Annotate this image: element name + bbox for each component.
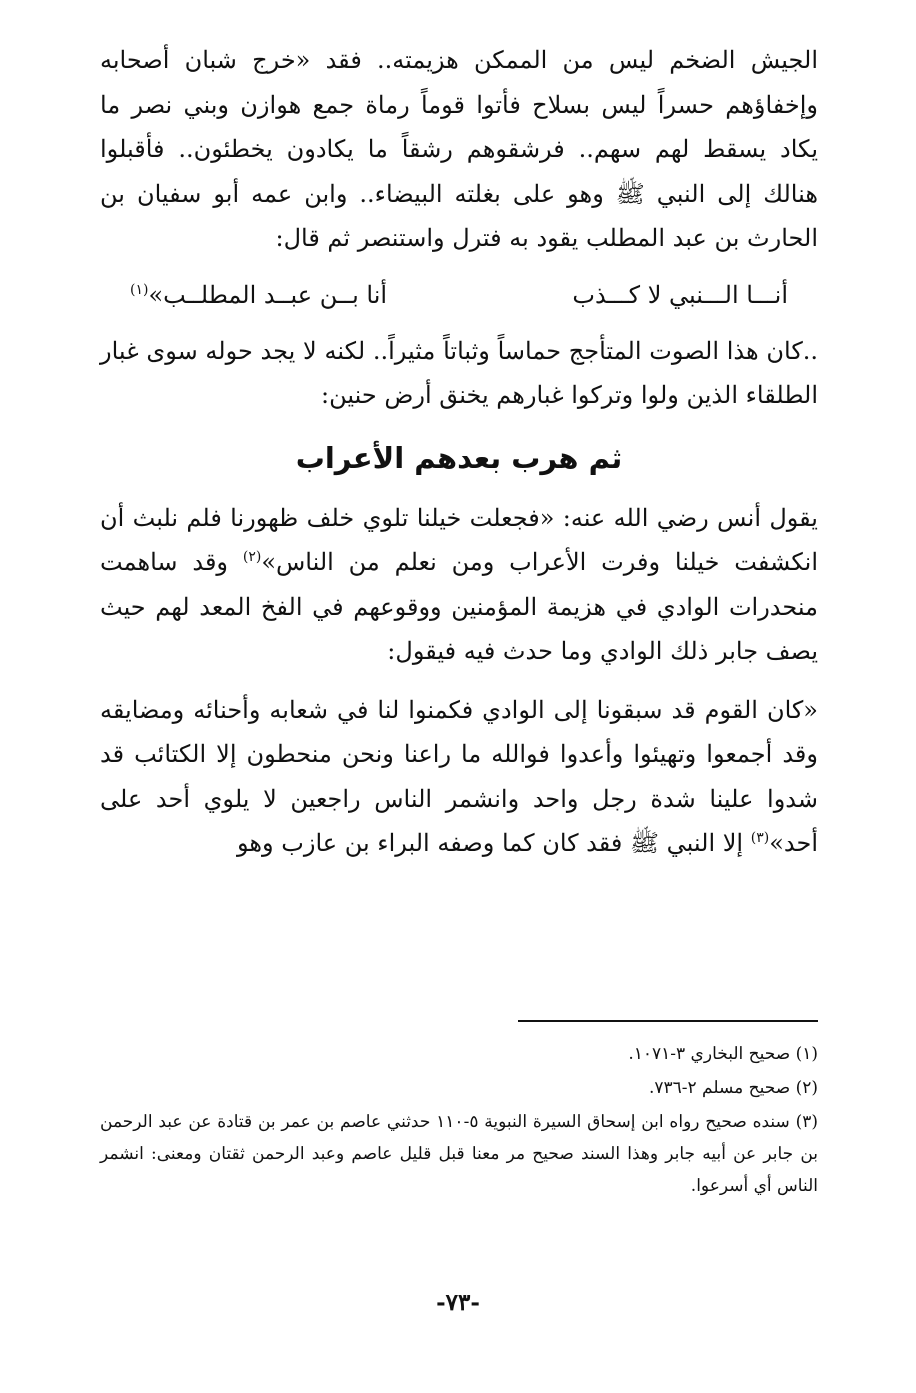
verse-text-left: أنا بــن عبــد المطلــب»	[148, 280, 388, 309]
footnote-divider	[518, 1020, 818, 1022]
paragraph-3-part-b: وقد ساهمت منحدرات الوادي في هزيمة المؤمنين ووقوعهم في الفخ المعد لهم حيث يصف جابر ذلك الوادي وما حدث فيه فيقول:	[100, 548, 818, 665]
paragraph-2: ..كان هذا الصوت المتأجج حماساً وثباتاً مثيراً.. لكنه لا يجد حوله سوى غبار الطلقاء الذين ولوا وتركوا غبارهم يخنق أرض حنين:	[100, 336, 818, 409]
paragraph-4-part-b: إلا النبي ﷺ فقد كان كما وصفه البراء بن عازب وهو	[237, 829, 751, 857]
paragraph-4-part-a: «كان القوم قد سبقونا إلى الوادي فكمنوا لنا في شعابه وأحنائه ومضايقه وقد أجمعوا وتهيئوا وأعدوا فوالله ما راعنا ونحن منحطون إلا الكتائب قد شدوا علينا شدة رجل واحد وانشمر الناس راجعين لا يلوي أحد على أحد»	[100, 695, 818, 857]
paragraph-4	[100, 688, 818, 866]
footnote-ref-3: (٣)	[750, 830, 770, 846]
verse-hemistich-right: أنـــا الـــنبي لا كـــذب	[572, 280, 788, 309]
footnote-1: (١) صحيح البخاري ٣-١٠٧١.	[628, 1044, 818, 1064]
paragraph-3	[100, 496, 818, 674]
page-number: -٧٣-	[436, 1289, 480, 1316]
poem-verse	[130, 273, 788, 317]
footnote-2: (٢) صحيح مسلم ٢-٧٣٦.	[648, 1078, 818, 1098]
footnotes	[100, 1038, 818, 1204]
page-body	[100, 38, 818, 866]
footnote-3: (٣) سنده صحيح رواه ابن إسحاق السيرة النبوية ٥-١١٠ حدثني عاصم بن عمر بن قتادة عن عبد الرحمن بن جابر عن أبيه جابر وهذا السند صحيح مر معنا قبل قليل عاصم وعبد الرحمن ثقتان ومعنى: انشمر الناس أي أسرعوا.	[100, 1112, 819, 1196]
verse-hemistich-left	[130, 273, 387, 317]
footnote-ref-1: (١)	[130, 281, 149, 298]
footnote-ref-2: (٢)	[242, 549, 262, 565]
paragraph-1: الجيش الضخم ليس من الممكن هزيمته.. فقد «خرج شبان أصحابه وإخفاؤهم حسراً ليس بسلاح فأتوا قوماً رماة جمع هوازن وبني نصر ما يكاد يسقط لهم سهم.. فرشقوهم رشقاً ما يكادون يخطئون.. فأقبلوا هنالك إلى النبي ﷺ وهو على بغلته البيضاء.. وابن عمه أبو سفيان بن الحارث بن عبد المطلب يقود به فترل واستنصر ثم قال:	[100, 46, 819, 252]
section-heading: ثم هرب بعدهم الأعراب	[295, 440, 623, 475]
paragraph-3-part-a: يقول أنس رضي الله عنه: «فجعلت خيلنا تلوي خلف ظهورنا فلم نلبث أن انكشفت خيلنا وفرت الأعراب ومن نعلم من الناس»	[100, 503, 819, 576]
